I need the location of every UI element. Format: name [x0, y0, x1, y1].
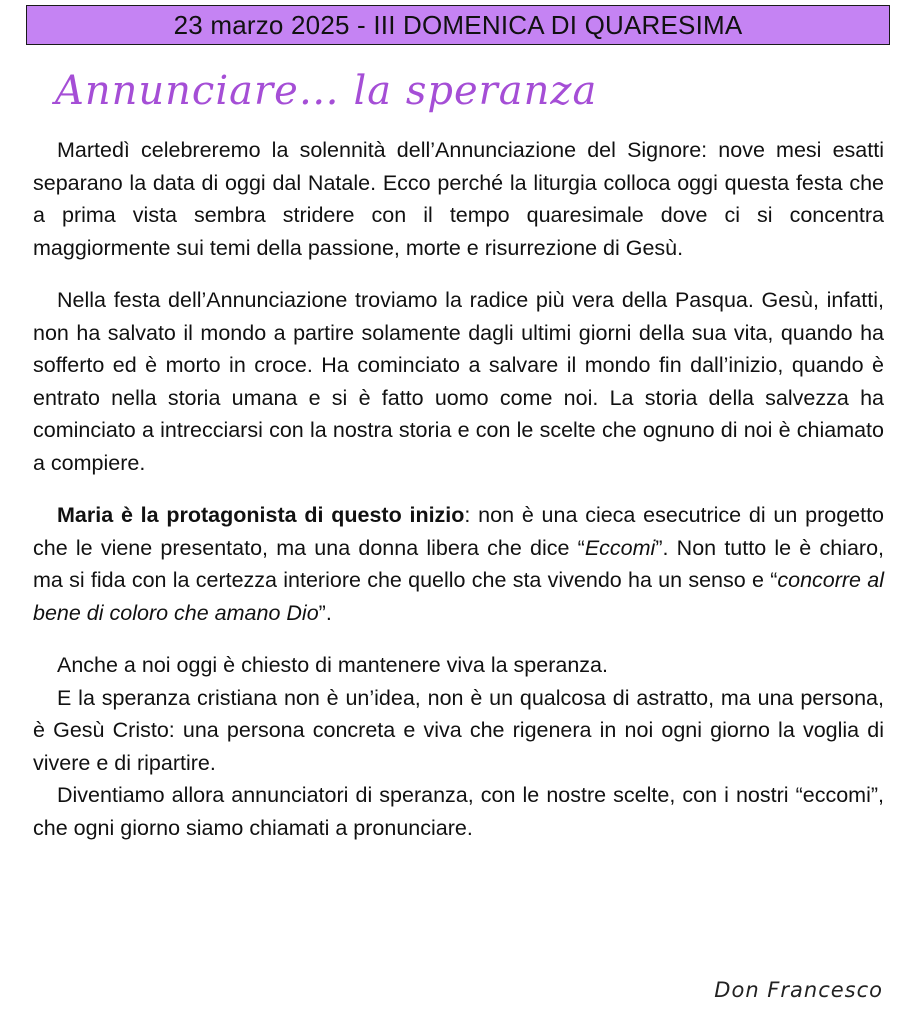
header-date-title: 23 marzo 2025 - III DOMENICA DI QUARESIMA [173, 9, 743, 40]
page-title: Annunciare… la speranza [55, 68, 598, 114]
italic-quote: concorre al bene di coloro che amano Dio [33, 568, 885, 625]
paragraph-3-text-3: ”. [318, 600, 332, 625]
paragraph-3-text-1: : non è una cieca esecutrice di un progetto che le viene presentato, ma una donna libera che dice “ [33, 503, 885, 560]
paragraph-6: Diventiamo allora annunciatori di speranza, con le nostre scelte, con i nostri “eccomi”, che ogni giorno siamo chiamati a pronunciare. [33, 783, 884, 840]
paragraph-5: E la speranza cristiana non è un’idea, non è un qualcosa di astratto, ma una persona, è Gesù Cristo: una persona concreta e viva che rigenera in noi ogni giorno la voglia di vivere e di ripartire. [33, 685, 884, 775]
bold-highlight: Maria è la protagonista di questo inizio [57, 503, 465, 527]
signature: Don Francesco [714, 978, 883, 1002]
italic-eccomi: Eccomi [584, 535, 656, 560]
paragraph-3 [33, 499, 884, 629]
article-body [33, 134, 884, 844]
header-banner [26, 5, 890, 45]
paragraph-4: Anche a noi oggi è chiesto di mantenere viva la speranza. [57, 653, 608, 677]
paragraph-2: Nella festa dell’Annunciazione troviamo la radice più vera della Pasqua. Gesù, infatti, non ha salvato il mondo a partire solamente dagli ultimi giorni della sua vita, quando ha sofferto ed è morto in croce. Ha cominciato a salvare il mondo fin dall’inizio, quando è entrato nella storia umana e si è fatto uomo come noi. La storia della salvezza ha cominciato a intrecciarsi con la nostra storia e con le scelte che ognuno di noi è chiamato a compiere. [33, 288, 884, 475]
paragraph-3-text-2: ”. Non tutto le è chiaro, ma si fida con la certezza interiore che quello che sta vivendo ha un senso e “ [33, 535, 885, 592]
paragraph-1: Martedì celebreremo la solennità dell’Annunciazione del Signore: nove mesi esatti separano la data di oggi dal Natale. Ecco perché la liturgia colloca oggi questa festa che a prima vista sembra stridere con il tempo quaresimale dove ci si concentra maggiormente sui temi della passione, morte e risurrezione di Gesù. [33, 138, 884, 260]
